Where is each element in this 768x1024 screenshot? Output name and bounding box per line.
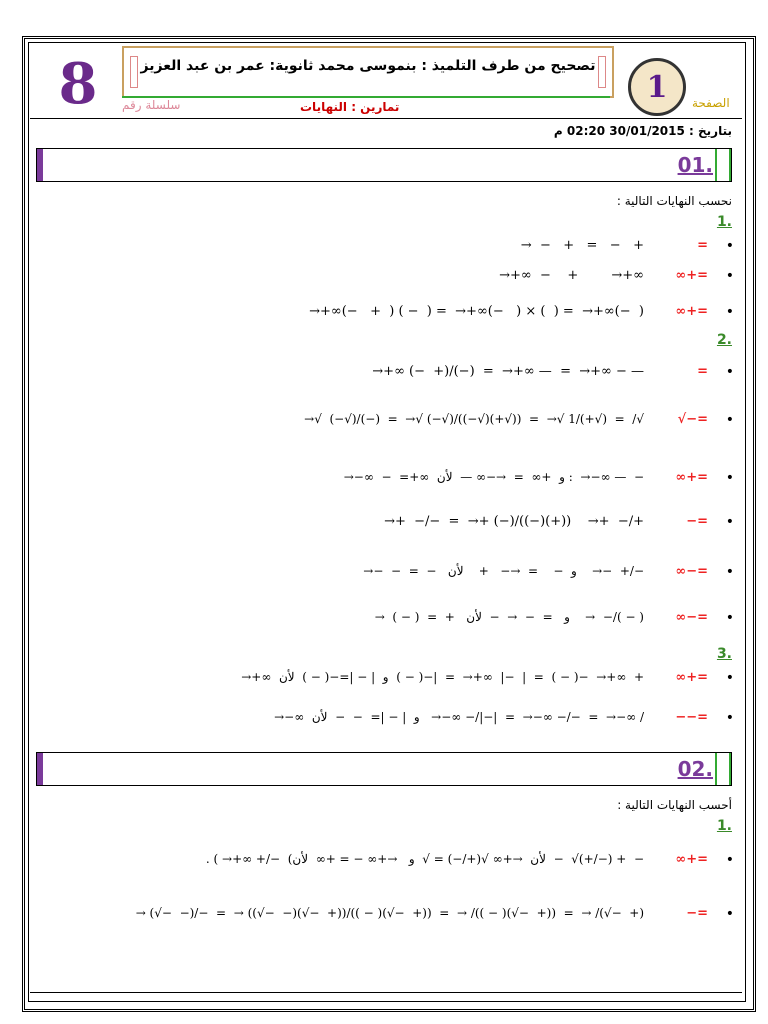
section1-prompt: نحسب النهايات التالية : — [616, 194, 732, 208]
limit-result: =+∞ — [675, 470, 708, 485]
bullet: • — [725, 906, 734, 922]
header-subtitle: تمارين : النهايات — [300, 100, 400, 114]
section2-prompt: أحسب النهايات التالية : — [617, 798, 732, 812]
limit-expression: →+∞(− + ) ( − ) = →+∞(− ) × ( ) = →+∞(− ) — [309, 304, 644, 319]
limit-expression: →√ (−√)/(−) = →√ (−√)/((−√)(+√)) = →√ 1/(+√) = /√ — [304, 412, 644, 426]
limit-row — [40, 710, 734, 730]
limit-expression: → ( − ) = + و = − → − لأن → −/( − ) — [374, 610, 644, 624]
bullet: • — [725, 238, 734, 254]
series-label: سلسلة رقم — [122, 98, 181, 112]
limit-row — [40, 610, 734, 630]
limit-expression: →+∞ (− +)/(−) = →+∞ — = →+∞ − — — [372, 364, 644, 379]
limit-result: =−− — [675, 710, 708, 725]
footer-rule — [30, 992, 742, 993]
limit-result: =−∞ — [675, 564, 708, 579]
bullet: • — [725, 514, 734, 530]
limit-expression: → − + = − + — [520, 238, 644, 253]
limit-expression: → (√− −)/− = → ((√− −)(√− +))/(( − )(√− +)) = → /(( − )(√− +)) = → /(√− +) — [135, 906, 644, 920]
limit-row — [40, 412, 734, 432]
limit-row — [40, 238, 734, 258]
limit-row — [40, 670, 734, 690]
bullet: • — [725, 268, 734, 284]
limit-expression: →+ −/− = →+ (−)/((−)(+)) →+ −/+ — [384, 514, 644, 529]
header-title: تصحيح من طرف التلميذ : بنموسى محمد ثانوية: عمر بن عبد العزيز — [140, 58, 596, 74]
limit-row — [40, 470, 734, 490]
header-title-box — [122, 46, 614, 98]
bullet: • — [725, 470, 734, 486]
page-logo: 1 — [628, 58, 686, 116]
limit-expression: →−∞ و | − |= − − لأن →−∞ −/|−| = →−∞ −/− = →−∞ / — [274, 710, 644, 724]
section-number-2: 02. — [677, 757, 713, 781]
limit-row — [40, 564, 734, 584]
limit-result: = — [697, 364, 708, 379]
bullet: • — [725, 412, 734, 428]
limit-expression: →+∞ و | − |=−( − ) لأن ( − )−| = →+∞ |− | = ( − )− →+∞ + — [241, 670, 644, 684]
banner-right-bar — [715, 753, 731, 785]
limit-result: =+∞ — [675, 852, 708, 867]
limit-row — [40, 906, 734, 926]
bullet: • — [725, 610, 734, 626]
header-separator — [30, 118, 742, 119]
bullet: • — [725, 304, 734, 320]
bullet: • — [725, 852, 734, 868]
section-banner-1 — [36, 148, 732, 182]
limit-result: =+∞ — [675, 268, 708, 283]
limit-result: = — [697, 238, 708, 253]
limit-result: =− — [686, 906, 708, 921]
series-logo: 8 — [58, 51, 98, 117]
limit-result: =−√ — [677, 412, 708, 427]
limit-result: =− — [686, 514, 708, 529]
date-line: بتاريخ : 30/01/2015 02:20 م — [553, 124, 732, 138]
banner-left-bar — [37, 149, 43, 181]
section-number-1: 01. — [677, 153, 713, 177]
limit-expression: →+∞ − + →+∞ — [499, 268, 644, 283]
question-label: 1. — [716, 214, 732, 230]
limit-result: =−∞ — [675, 610, 708, 625]
question-label: 1. — [716, 818, 732, 834]
question-label: 2. — [716, 332, 732, 348]
limit-result: =+∞ — [675, 304, 708, 319]
question-label: 3. — [716, 646, 732, 662]
banner-left-bar — [37, 753, 43, 785]
bullet: • — [725, 670, 734, 686]
limit-row — [40, 304, 734, 324]
limit-row — [40, 852, 734, 872]
page-label: الصفحة — [692, 96, 730, 110]
section-banner-2 — [36, 752, 732, 786]
banner-right-bar — [715, 149, 731, 181]
header-divider — [122, 96, 610, 98]
limit-expression: →− − = − و − = →− + لأن →− +/− — [363, 564, 644, 578]
limit-row — [40, 364, 734, 384]
limit-expression: . ( →+∞ +/− (لأن →+∞ √(+/−) = √ و →+∞ − = +∞ لأن − √(+/−) + − — [205, 852, 644, 866]
limit-expression: →−∞ − =+∞ و +∞ = →−∞ — لأن : →−∞ — − — [343, 470, 644, 484]
bullet: • — [725, 364, 734, 380]
limit-row — [40, 268, 734, 288]
bullet: • — [725, 564, 734, 580]
limit-row — [40, 514, 734, 534]
bullet: • — [725, 710, 734, 726]
limit-result: =+∞ — [675, 670, 708, 685]
